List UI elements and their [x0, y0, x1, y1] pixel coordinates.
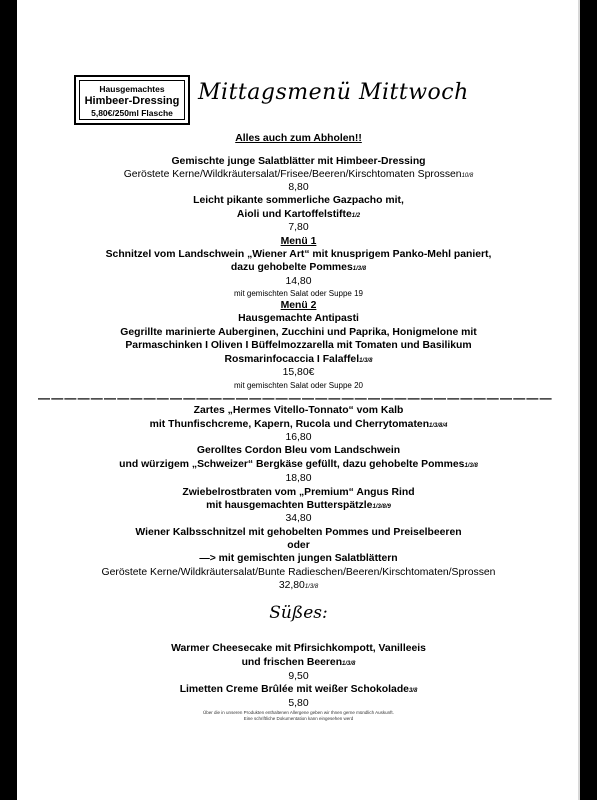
- menu-1-name-2: [17, 261, 580, 276]
- menu-1-name-2-text: dazu gehobelte Pommes: [230, 262, 353, 273]
- item-8-price-line: [17, 579, 580, 594]
- item-7-name-2-text: mit hausgemachten Butterspätzle: [206, 500, 373, 511]
- allergen-footnote-2: Eine schriftliche Dokumentation kann eingesehen werd: [243, 716, 354, 721]
- menu-1-heading: Menü 1: [280, 236, 317, 247]
- menu-2-name-1: Hausgemachte Antipasti: [238, 313, 359, 324]
- dessert-1-allergens: 1/3/8: [342, 661, 356, 667]
- item-2-price: 7,80: [288, 222, 309, 233]
- item-5-name-1: Zartes „Hermes Vitello-Tonnato“ vom Kalb: [193, 405, 404, 416]
- dessert-2-price: 5,80: [288, 698, 309, 709]
- item-6-allergens: 1/3/8: [464, 463, 478, 469]
- item-8-desc: Geröstete Kerne/Wildkräutersalat/Bunte Radieschen/Beeren/Kirschtomaten/Sprossen: [101, 567, 496, 578]
- item-8-price: 32,80: [278, 580, 305, 591]
- item-7-price: 34,80: [285, 513, 312, 524]
- promo-line-2: Himbeer-Dressing: [84, 95, 180, 107]
- promo-line-1: Hausgemachtes: [99, 84, 165, 94]
- item-8-allergens: 1/3/8: [304, 584, 319, 590]
- dessert-1-price: 9,50: [288, 671, 309, 682]
- dressing-promo-box: [74, 75, 190, 125]
- dessert-1-name-2-text: und frischen Beeren: [241, 657, 343, 668]
- menu-2-heading: Menü 2: [280, 300, 317, 311]
- item-5-allergens: 1/3/8/4: [429, 423, 448, 429]
- item-2-name-1: Leicht pikante sommerliche Gazpacho mit,: [193, 195, 404, 206]
- item-1-desc-text: Geröstete Kerne/Wildkräutersalat/Frisee/Beeren/Kirschtomaten Sprossen: [123, 169, 462, 180]
- menu-1-extra: mit gemischten Salat oder Suppe 19: [234, 289, 363, 298]
- menu-2-name-2: Gegrillte marinierte Auberginen, Zucchini und Paprika, Honigmelone mit: [120, 327, 477, 338]
- menu-title: Mittagsmenü Mittwoch: [198, 80, 469, 105]
- item-7-name-1: Zwiebelrostbraten vom „Premium“ Angus Rind: [182, 487, 415, 498]
- item-6-name-2-text: und würzigem „Schweizer“ Bergkäse gefüllt, dazu gehobelte Pommes: [119, 459, 465, 470]
- takeaway-note: Alles auch zum Abholen!!: [235, 133, 362, 144]
- dessert-1-name-2: [17, 656, 580, 671]
- menu-1-name-1: Schnitzel vom Landschwein „Wiener Art“ mit knusprigem Panko-Mehl paniert,: [105, 249, 492, 260]
- item-1-name: Gemischte junge Salatblätter mit Himbeer-Dressing: [171, 156, 426, 167]
- dessert-2-name: [17, 683, 580, 698]
- item-6-name-1: Gerolltes Cordon Bleu vom Landschwein: [196, 445, 401, 456]
- item-8-name-1: Wiener Kalbsschnitzel mit gehobelten Pommes und Preiselbeeren: [135, 527, 462, 538]
- item-5-name-2-text: mit Thunfischcreme, Kapern, Rucola und Cherrytomaten: [149, 419, 430, 430]
- separator-line: ———————————————————————————————————————: [38, 392, 553, 404]
- item-2-name-2-text: Aioli und Kartoffelstifte: [236, 209, 352, 220]
- item-1-price: 8,80: [288, 182, 309, 193]
- item-6-price: 18,80: [285, 473, 312, 484]
- promo-line-3: 5,80€/250ml Flasche: [91, 108, 173, 118]
- item-2-allergens: 1/2: [351, 213, 361, 219]
- menu-2-price: 15,80€: [282, 367, 315, 378]
- dessert-heading: Süßes:: [269, 603, 328, 623]
- menu-2-allergens: 1/3/8: [359, 358, 373, 364]
- dessert-1-name-1: Warmer Cheesecake mit Pfirsichkompott, Vanilleeis: [171, 643, 426, 654]
- item-8-or: oder: [287, 540, 310, 551]
- dessert-2-allergens: 3/8: [408, 688, 418, 694]
- menu-2-extra: mit gemischten Salat oder Suppe 20: [234, 381, 363, 390]
- item-6-name-2: [17, 458, 580, 473]
- allergen-footnote-1: Über die in unseren Produkten enthaltenen Allergene geben wir Ihnen gerne mündlich Auskunft.: [203, 710, 394, 715]
- menu-2-name-3: Parmaschinken I Oliven I Büffelmozzarella mit Tomaten und Basilikum: [125, 340, 472, 351]
- menu-2-name-4-text: Rosmarinfocaccia I Falaffel: [224, 354, 360, 365]
- menu-1-price: 14,80: [285, 276, 312, 287]
- menu-1-allergens: 1/3/8: [352, 266, 367, 272]
- item-7-allergens: 1/3/8/9: [372, 504, 391, 510]
- dessert-2-name-text: Limetten Creme Brûlée mit weißer Schokolade: [179, 684, 409, 695]
- item-8-name-2: —> mit gemischten jungen Salatblättern: [199, 553, 398, 564]
- item-1-allergens: 10/8: [461, 173, 474, 179]
- item-5-price: 16,80: [285, 432, 312, 443]
